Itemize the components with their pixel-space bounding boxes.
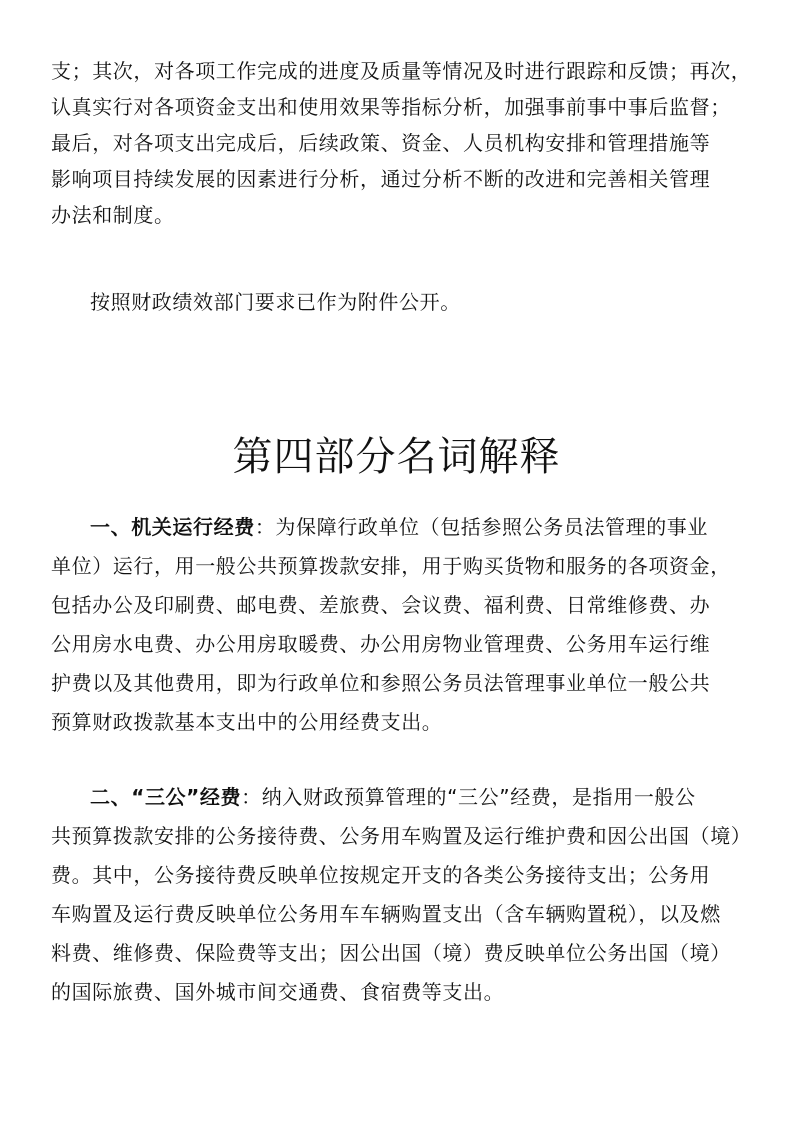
term-definition-line: 费。其中，公务接待费反映单位按规定开支的各类公务接待支出；公务用 (51, 863, 711, 887)
term-definition-line: 的国际旅费、国外城市间交通费、食宿费等支出。 (51, 980, 505, 1004)
intro-line: 影响项目持续发展的因素进行分析，通过分析不断的改进和完善相关管理 (51, 167, 711, 191)
intro-line: 支；其次，对各项工作完成的进度及质量等情况及时进行跟踪和反馈；再次， (51, 59, 752, 83)
term-definition-line: 护费以及其他费用，即为行政单位和参照公务员法管理事业单位一般公共 (51, 671, 711, 695)
term-definition-text: ：纳入财政预算管理的“三公”经费，是指用一般公 (241, 785, 696, 809)
intro-line: 办法和制度。 (51, 203, 175, 227)
term-label: 一、机关运行经费 (90, 515, 255, 539)
term-definition-first-line (90, 783, 741, 811)
term-definition-line: 车购置及运行费反映单位公务用车车辆购置支出（含车辆购置税），以及燃 (51, 902, 721, 926)
term-definition-line: 预算财政拨款基本支出中的公用经费支出。 (51, 710, 443, 734)
term-definition-line: 共预算拨款安排的公务接待费、公务用车购置及运行维护费和因公出国（境） (51, 824, 752, 848)
term-definition-line: 料费、维修费、保险费等支出；因公出国（境）费反映单位公务出国（境） (51, 941, 731, 965)
term-definition-first-line (90, 513, 741, 541)
term-definition-line: 单位）运行，用一般公共预算拨款安排，用于购买货物和服务的各项资金， (51, 554, 731, 578)
intro-line: 最后，对各项支出完成后，后续政策、资金、人员机构安排和管理措施等 (51, 131, 711, 155)
term-label: 二、“三公”经费 (90, 785, 242, 809)
attachment-note: 按照财政绩效部门要求已作为附件公开。 (90, 290, 461, 314)
term-definition-line: 公用房水电费、办公用房取暖费、办公用房物业管理费、公务用车运行维 (51, 632, 711, 656)
term-definition-text: ：为保障行政单位（包括参照公务员法管理的事业 (254, 515, 709, 539)
section-title: 第四部分名词解释 (232, 433, 561, 480)
intro-line: 认真实行对各项资金支出和使用效果等指标分析，加强事前事中事后监督； (51, 95, 731, 119)
term-definition-line: 包括办公及印刷费、邮电费、差旅费、会议费、福利费、日常维修费、办 (51, 593, 711, 617)
